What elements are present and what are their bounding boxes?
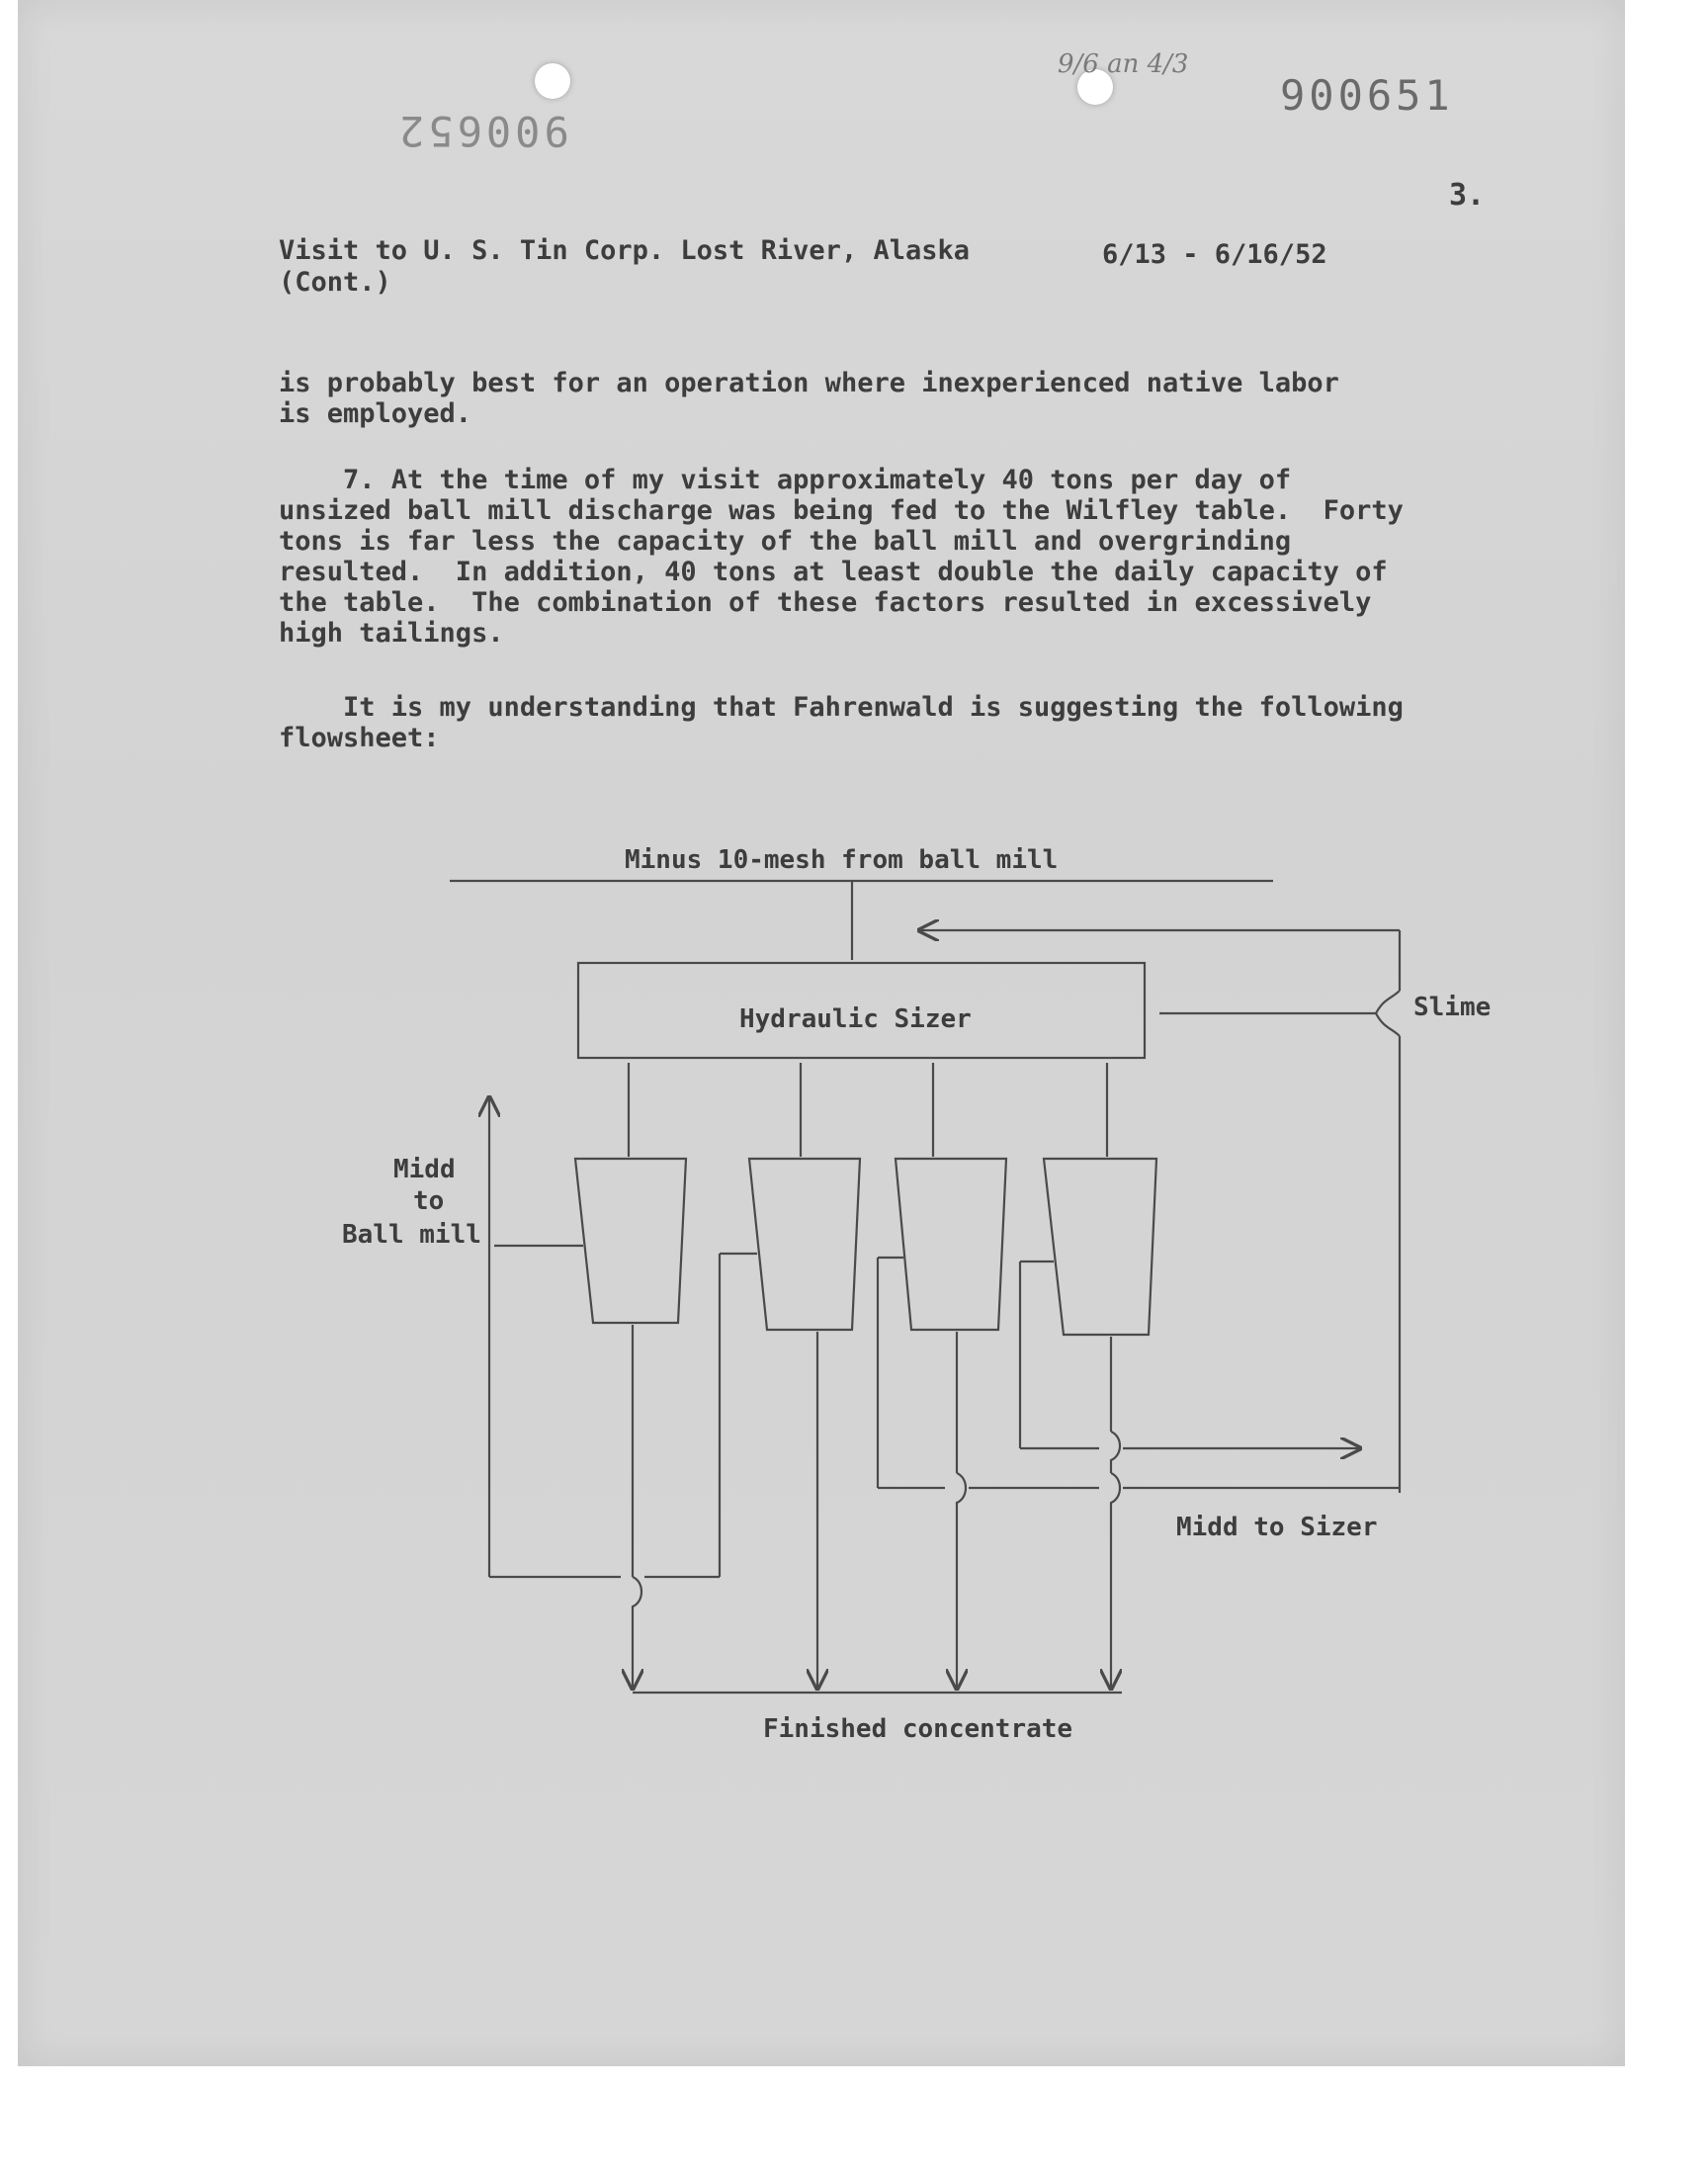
paragraph-2-line-2: unsized ball mill discharge was being fed to the Wilfley table. Forty xyxy=(279,495,1404,526)
conc-line-3-crossover xyxy=(957,1473,966,1689)
paragraph-2-line-3: tons is far less the capacity of the ball mill and overgrinding xyxy=(279,526,1292,557)
paragraph-2-line-5: the table. The combination of these factors resulted in excessively xyxy=(279,587,1372,618)
table-1 xyxy=(575,1159,686,1323)
slime-crossover xyxy=(1376,991,1400,1013)
midd-ballmill-label-3: Ball mill xyxy=(342,1220,481,1250)
page-number: 3. xyxy=(1449,178,1486,213)
document-number-stamp: 900651 xyxy=(1280,71,1454,120)
heading-date: 6/13 - 6/16/52 xyxy=(1102,239,1327,270)
table-4 xyxy=(1044,1159,1156,1335)
heading-title: Visit to U. S. Tin Corp. Lost River, Alaska xyxy=(279,235,970,266)
conc-line-4-crossover-b xyxy=(1111,1473,1120,1689)
slime-label: Slime xyxy=(1413,993,1492,1022)
midd-sizer-label: Midd to Sizer xyxy=(1176,1513,1378,1542)
handwritten-note: 9/6 an 4/3 xyxy=(1058,49,1189,79)
table-2 xyxy=(749,1159,860,1330)
conc-line-4-crossover-a xyxy=(1111,1432,1120,1473)
paragraph-2-line-6: high tailings. xyxy=(279,618,504,649)
slime-crossover-bottom xyxy=(1376,1013,1400,1036)
table-3 xyxy=(896,1159,1006,1330)
heading-cont: (Cont.) xyxy=(279,267,391,298)
conc-line-1-lower xyxy=(633,1577,641,1689)
paragraph-3-line-2: flowsheet: xyxy=(279,723,440,753)
paragraph-3-line-1: It is my understanding that Fahrenwald is suggesting the following xyxy=(279,692,1404,723)
sizer-label: Hydraulic Sizer xyxy=(739,1004,972,1034)
midd-ballmill-label-2: to xyxy=(413,1186,445,1216)
feed-label: Minus 10-mesh from ball mill xyxy=(625,845,1059,875)
paragraph-1-line-2: is employed. xyxy=(279,398,472,429)
paragraph-1-line-1: is probably best for an operation where inexperienced native labor xyxy=(279,368,1339,398)
paragraph-2-line-4: resulted. In addition, 40 tons at least double the daily capacity of xyxy=(279,557,1388,587)
document-number-stamp-mirrored: 900652 xyxy=(395,107,569,155)
midd-ballmill-label-1: Midd xyxy=(393,1155,456,1184)
paragraph-2-line-1: 7. At the time of my visit approximately 40 tons per day of xyxy=(279,465,1292,495)
concentrate-label: Finished concentrate xyxy=(763,1714,1073,1744)
